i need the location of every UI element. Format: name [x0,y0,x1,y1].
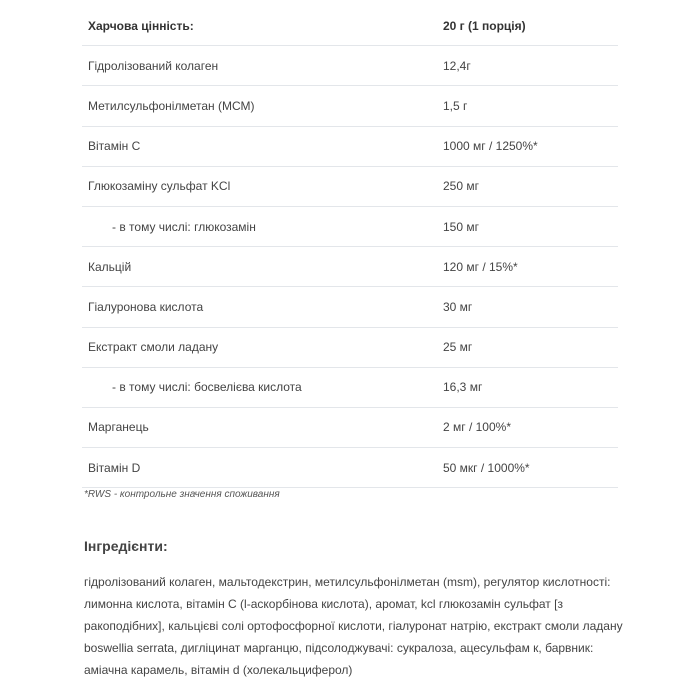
table-row [82,287,618,327]
header-name: Харчова цінність: [88,18,194,33]
table-row [82,86,618,126]
row-value: 25 мг [443,340,473,355]
row-value: 250 мг [443,179,479,194]
header-value: 20 г (1 порція) [443,18,526,33]
table-row [82,167,618,207]
row-name: Вітамін C [88,139,141,154]
row-name: Метилсульфонілметан (МСМ) [88,98,255,113]
row-name: Гіалуронова кислота [88,299,204,314]
table-row [82,207,618,247]
row-value: 16,3 мг [443,380,483,395]
row-name: Марганець [88,420,149,435]
row-value: 50 мкг / 1000%* [443,460,530,475]
row-name: Гідролізований колаген [88,58,219,73]
table-header-row [82,6,618,46]
table-row [82,127,618,167]
row-name: Вітамін D [88,460,141,475]
table-row [82,408,618,448]
row-name: - в тому числі: глюкозамін [112,219,256,234]
row-value: 12,4г [443,58,471,73]
table-row [82,448,618,488]
row-value: 120 мг / 15%* [443,259,518,274]
table-row [82,46,618,86]
footnote: *RWS - контрольне значення споживання [84,489,280,500]
row-name: Кальцій [88,259,132,274]
row-value: 1000 мг / 1250%* [443,139,538,154]
ingredients-title: Інгредієнти: [84,538,168,554]
row-name: - в тому числі: босвелієва кислота [112,380,302,395]
table-row [82,368,618,408]
nutrition-table [82,6,618,488]
row-value: 150 мг [443,219,479,234]
ingredients-text: гідролізований колаген, мальтодекстрин, метилсульфонілметан (msm), регулятор кислотності: лимонна кислота, вітамін C (l-аскорбінова кислота), аромат, kcl глюкозамін сульфат [з ракоподібних], кальцієві солі ортофосфорної кислоти, гіалуронат натрію, екстракт смоли ладану boswellia serrata, дигліцинат марганцю, підсолоджувачі: сукралоза, ацесульфам к, барвник: аміачна карамель, вітамін d (холекальциферол) [84,575,623,677]
table-row [82,247,618,287]
row-value: 1,5 г [443,98,468,113]
row-value: 2 мг / 100%* [443,420,511,435]
row-name: Екстракт смоли ладану [88,340,219,355]
row-value: 30 мг [443,299,473,314]
row-name: Глюкозаміну сульфат KCl [88,179,231,194]
table-row [82,328,618,368]
